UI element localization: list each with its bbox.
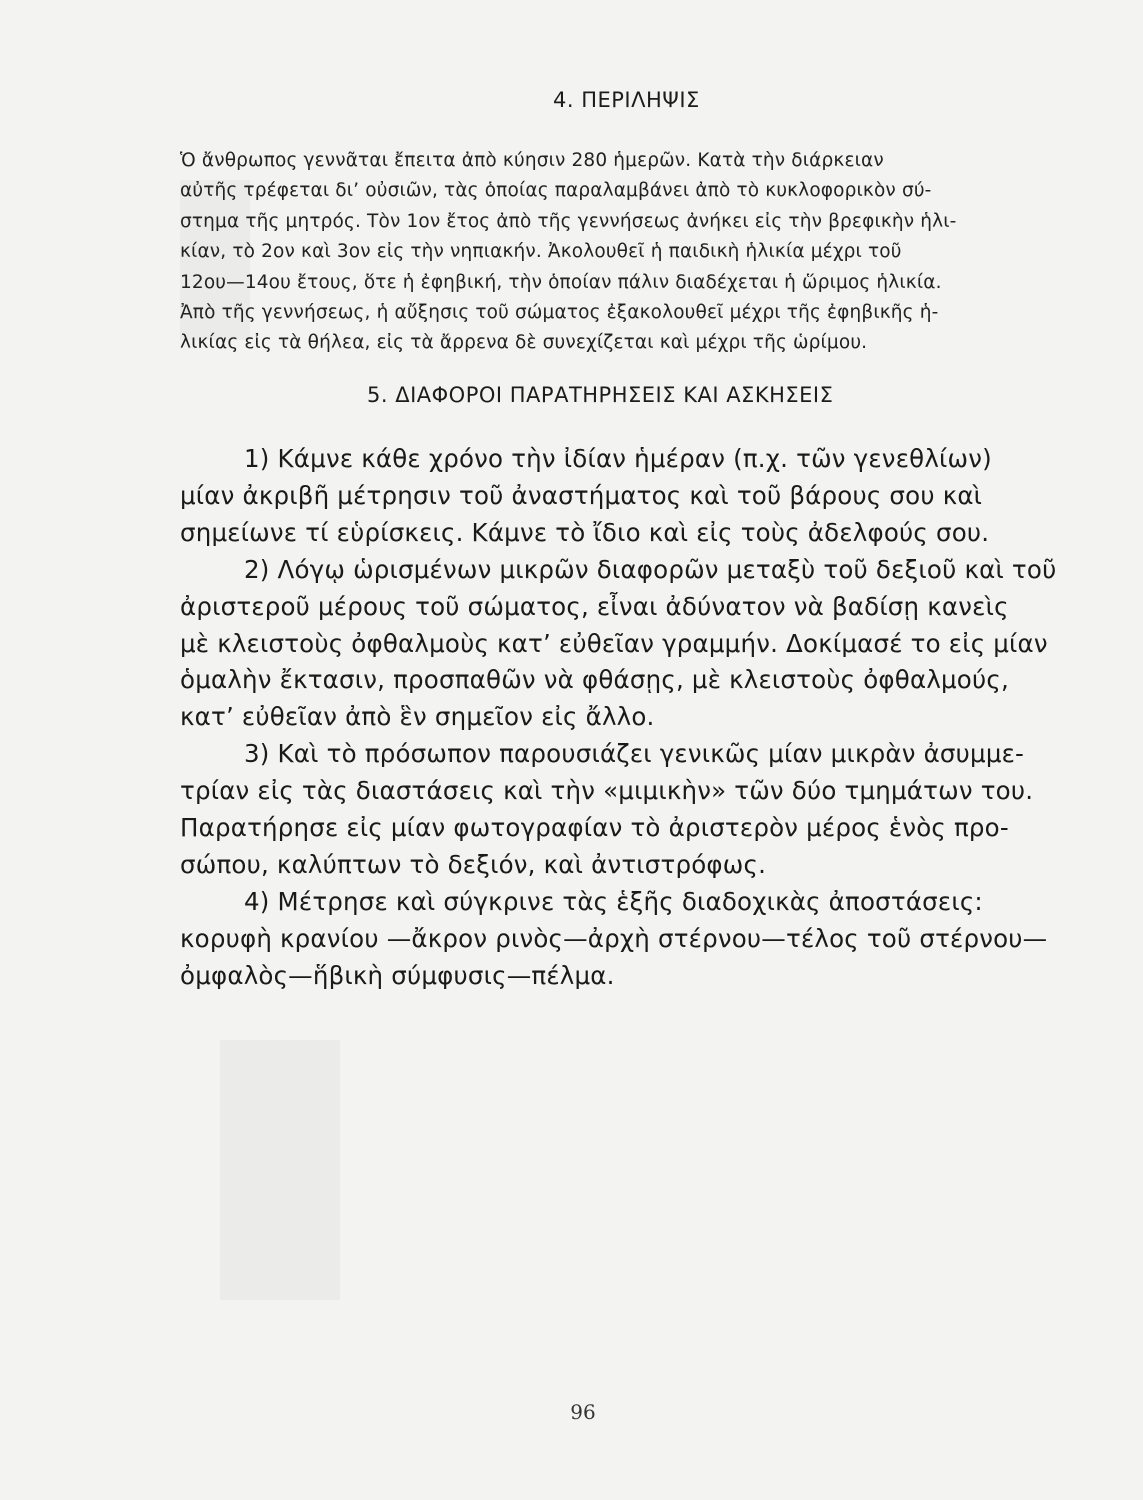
summary-line: κίαν, τὸ 2ον καὶ 3ον εἰς τὴν νηπιακήν. Ἀκολουθεῖ ἡ παιδικὴ ἡλικία μέχρι τοῦ (180, 241, 902, 263)
exercise-line: 1) Κάμνε κάθε χρόνο τὴν ἰδίαν ἡμέραν (π.χ. τῶν γενεθλίων) (244, 444, 992, 473)
summary-line: αὐτῆς τρέφεται δι’ οὐσιῶν, τὰς ὁποίας παραλαμβάνει ἀπὸ τὸ κυκλοφορικὸν σύ- (180, 180, 932, 202)
summary-line: 12ου—14ου ἔτους, ὅτε ἡ ἐφηβική, τὴν ὁποίαν πάλιν διαδέχεται ἡ ὥριμος ἡλικία. (180, 271, 942, 293)
exercise-line: Παρατήρησε εἰς μίαν φωτογραφίαν τὸ ἀριστερὸν μέρος ἑνὸς προ- (180, 813, 1009, 843)
summary-line: Ἀπὸ τῆς γεννήσεως, ἡ αὔξησις τοῦ σώματος ἐξακολουθεῖ μέχρι τῆς ἐφηβικῆς ἡ- (180, 302, 939, 324)
summary-line: λικίας εἰς τὰ θήλεα, εἰς τὰ ἄρρενα δὲ συνεχίζεται καὶ μέχρι τῆς ὡρίμου. (180, 332, 868, 354)
exercise-line: σώπου, καλύπτων τὸ δεξιόν, καὶ ἀντιστρόφως. (180, 849, 767, 879)
summary-paragraph (180, 146, 1060, 359)
exercise-4 (180, 884, 1060, 995)
exercise-line: ἀριστεροῦ μέρους τοῦ σώματος, εἶναι ἀδύνατον νὰ βαδίσῃ κανεὶς (180, 591, 1009, 621)
exercise-line: 4) Μέτρησε καὶ σύγκρινε τὰς ἑξῆς διαδοχικὰς ἀποστάσεις: (244, 886, 983, 916)
exercise-line: κατ’ εὐθεῖαν ἀπὸ ἓν σημεῖον εἰς ἄλλο. (180, 702, 655, 732)
section-4-title: 4. ΠΕΡΙΛΗΨΙΣ (553, 88, 700, 112)
exercise-line: μίαν ἀκριβῆ μέτρησιν τοῦ ἀναστήματος καὶ τοῦ βάρους σου καὶ (180, 480, 983, 510)
exercise-line: ὁμαλὴν ἔκτασιν, προσπαθῶν νὰ φθάσῃς, μὲ κλειστοὺς ὀφθαλμούς, (180, 665, 1009, 695)
section-5-title: 5. ΔΙΑΦΟΡΟΙ ΠΑΡΑΤΗΡΗΣΕΙΣ ΚΑΙ ΑΣΚΗΣΕΙΣ (367, 383, 834, 407)
exercise-line: τρίαν εἰς τὰς διαστάσεις καὶ τὴν «μιμικὴν» τῶν δύο τμημάτων του. (180, 776, 1034, 806)
exercise-line: μὲ κλειστοὺς ὀφθαλμοὺς κατ’ εὐθεῖαν γραμμήν. Δοκίμασέ το εἰς μίαν (180, 628, 1048, 658)
summary-line: στημα τῆς μητρός. Τὸν 1ον ἔτος ἀπὸ τῆς γεννήσεως ἀνήκει εἰς τὴν βρεφικὴν ἡλι- (180, 210, 957, 232)
exercise-line: κορυφὴ κρανίου —ἄκρον ρινὸς—ἀρχὴ στέρνου—τέλος τοῦ στέρνου— (180, 923, 1048, 953)
exercise-line: 2) Λόγῳ ὡρισμένων μικρῶν διαφορῶν μεταξὺ τοῦ δεξιοῦ καὶ τοῦ (244, 554, 1057, 584)
exercise-line: 3) Καὶ τὸ πρόσωπον παρουσιάζει γενικῶς μίαν μικρὰν ἀσυμμε- (244, 739, 1025, 769)
exercise-2 (180, 552, 1060, 737)
exercise-line: ὀμφαλὸς—ἥβικὴ σύμφυσις—πέλμα. (180, 960, 615, 990)
exercise-line: σημείωνε τί εὑρίσκεις. Κάμνε τὸ ἴδιο καὶ εἰς τοὺς ἀδελφούς σου. (180, 517, 990, 547)
exercise-3 (180, 736, 1060, 884)
exercise-1 (180, 441, 1060, 552)
exercise-list (180, 441, 1060, 995)
page-number: 96 (570, 1400, 596, 1424)
summary-line: Ὁ ἄνθρωπος γεννᾶται ἔπειτα ἀπὸ κύησιν 280 ἡμερῶν. Κατὰ τὴν διάρκειαν (180, 150, 884, 171)
show-through-mark (220, 1040, 340, 1300)
